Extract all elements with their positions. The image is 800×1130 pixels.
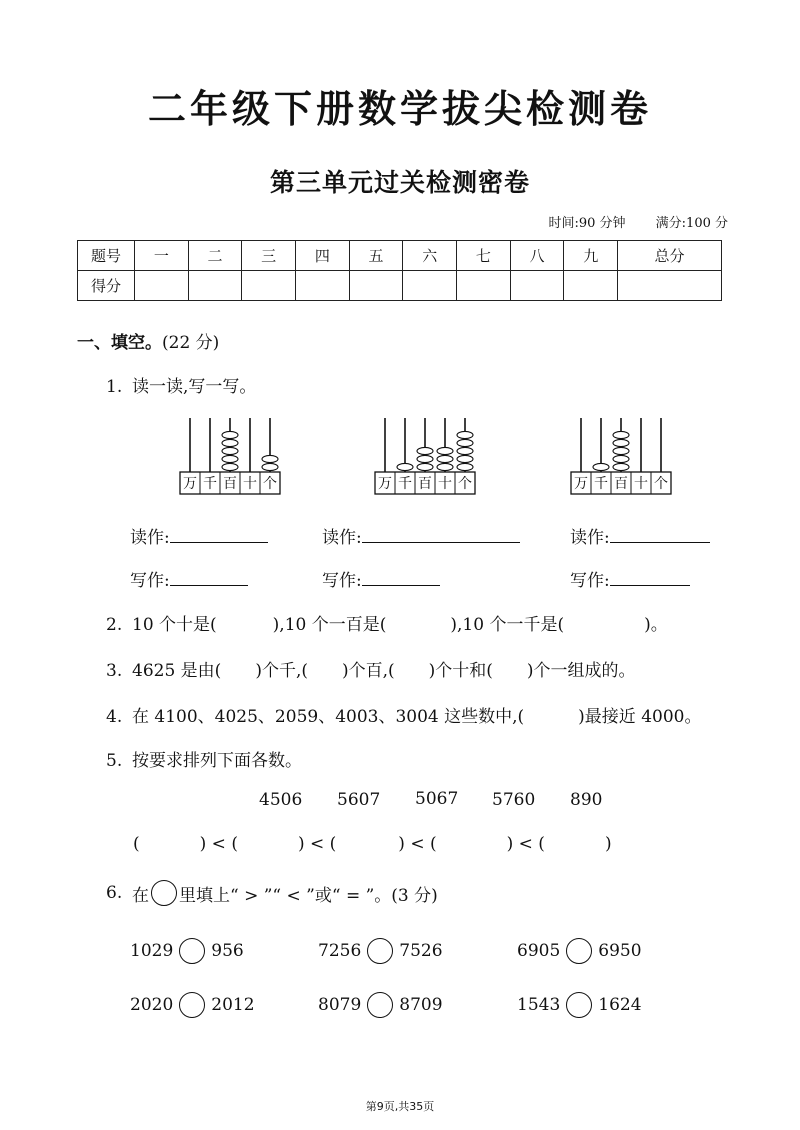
score-table-header-row	[78, 241, 722, 271]
read-answer-2	[322, 523, 520, 548]
question-number: 5.	[106, 751, 123, 771]
question-6	[106, 880, 438, 906]
compare-circle[interactable]	[179, 992, 205, 1018]
compare-circle[interactable]	[566, 938, 592, 964]
abacus-place-label: 千	[203, 476, 217, 492]
question-text: )个千,(	[255, 661, 308, 681]
write-label: 写作:	[322, 571, 362, 591]
score-cell: 三	[242, 241, 296, 271]
write-answer-2	[322, 566, 440, 591]
score-cell: 四	[296, 241, 350, 271]
abacus-bead	[397, 463, 413, 470]
question-5	[106, 746, 302, 771]
question-number: 3.	[106, 661, 123, 681]
number-item: 890	[570, 790, 603, 810]
compare-item-1	[130, 938, 244, 964]
read-label: 读作:	[130, 528, 170, 548]
number-item: 5067	[415, 789, 459, 809]
compare-left: 6905	[517, 941, 561, 961]
compare-left: 8079	[318, 995, 362, 1015]
page-title: 二年级下册数学拔尖检测卷	[147, 87, 652, 131]
abacus-bead	[613, 455, 629, 462]
score-input-cell[interactable]	[242, 271, 296, 301]
question-text: 在 4100、4025、2059、4003、3004 这些数中,(	[132, 707, 525, 727]
compare-right: 8709	[399, 995, 443, 1015]
answer-line[interactable]	[362, 528, 520, 543]
score-cell: 题号	[78, 241, 135, 271]
compare-circle[interactable]	[367, 938, 393, 964]
abacus-bead	[457, 431, 473, 438]
score-input-cell[interactable]	[564, 271, 618, 301]
compare-right: 6950	[598, 941, 642, 961]
read-label: 读作:	[322, 528, 362, 548]
question-text: )个百,(	[341, 661, 395, 681]
answer-line[interactable]	[170, 528, 268, 543]
score-cell: 八	[510, 241, 564, 271]
compare-item-6	[517, 992, 642, 1018]
abacus-2	[365, 412, 485, 500]
abacus-bead	[437, 455, 453, 462]
question-text: ),10 个一千是(	[450, 615, 565, 635]
compare-left: 2020	[130, 995, 174, 1015]
number-item: 4506	[259, 790, 303, 810]
question-number: 4.	[106, 707, 123, 727]
abacus-bead	[222, 439, 238, 446]
abacus-bead	[593, 463, 609, 470]
score-input-cell[interactable]	[457, 271, 511, 301]
read-answer-1	[130, 523, 268, 548]
question-4	[106, 702, 701, 727]
compare-right: 2012	[211, 995, 255, 1015]
question-text: 10 个十是(	[132, 615, 217, 635]
abacus-bead	[222, 431, 238, 438]
less-than-sep: ) < (	[398, 834, 437, 854]
question-text: 4625 是由(	[132, 661, 222, 681]
score-cell: 二	[188, 241, 242, 271]
abacus-bead	[457, 439, 473, 446]
abacus-place-label: 十	[243, 476, 257, 492]
abacus-bead	[613, 463, 629, 470]
abacus-place-label: 个	[458, 476, 472, 492]
score-cell: 六	[403, 241, 457, 271]
read-label: 读作:	[570, 528, 610, 548]
question-text: )最接近 4000。	[578, 707, 702, 727]
compare-right: 956	[211, 941, 244, 961]
abacus-bead	[457, 455, 473, 462]
abacus-place-label: 万	[574, 476, 588, 492]
compare-circle[interactable]	[367, 992, 393, 1018]
abacus-bead	[437, 447, 453, 454]
score-input-cell[interactable]	[510, 271, 564, 301]
question-number: 2.	[106, 615, 123, 635]
less-than-sep: ) < (	[199, 834, 238, 854]
compare-left: 1543	[517, 995, 561, 1015]
question-3	[106, 656, 636, 681]
less-than-sep: ) < (	[297, 834, 337, 854]
compare-left: 1029	[130, 941, 174, 961]
question-1	[106, 372, 256, 397]
write-answer-1	[130, 566, 248, 591]
time-limit: 时间:90 分钟	[548, 216, 626, 231]
write-label: 写作:	[570, 571, 610, 591]
question-2	[106, 610, 668, 635]
paren: (	[133, 834, 140, 854]
score-cell: 七	[457, 241, 511, 271]
abacus-bead	[613, 447, 629, 454]
ordering-row	[133, 834, 612, 854]
number-item: 5760	[492, 790, 536, 810]
full-score: 满分:100 分	[655, 216, 728, 231]
compare-circle[interactable]	[566, 992, 592, 1018]
abacus-bead	[222, 447, 238, 454]
abacus-bead	[417, 447, 433, 454]
section-title: 一、填空。	[77, 333, 162, 353]
abacus-place-label: 千	[398, 476, 412, 492]
less-than-sep: ) < (	[506, 834, 545, 854]
compare-right: 7526	[399, 941, 443, 961]
score-cell: 五	[349, 241, 403, 271]
score-input-cell[interactable]	[349, 271, 403, 301]
compare-left: 7256	[318, 941, 362, 961]
score-cell: 九	[564, 241, 618, 271]
compare-circle[interactable]	[179, 938, 205, 964]
abacus-place-label: 个	[263, 476, 277, 492]
question-text: )。	[644, 615, 668, 635]
score-cell: 一	[135, 241, 189, 271]
answer-line[interactable]	[170, 571, 248, 586]
abacus-place-label: 个	[654, 476, 668, 492]
page-subtitle: 第三单元过关检测密卷	[269, 168, 530, 197]
compare-item-2	[318, 938, 443, 964]
compare-item-5	[318, 992, 443, 1018]
abacus-bead	[457, 463, 473, 470]
abacus-bead	[262, 463, 278, 470]
question-text: 里填上“ > ”“ < ”或“ = ”。(3 分)	[179, 885, 438, 906]
number-item: 5607	[337, 790, 381, 810]
abacus-place-label: 百	[223, 476, 237, 492]
question-number: 6.	[106, 883, 123, 903]
score-cell: 总分	[618, 241, 722, 271]
abacus-place-label: 万	[183, 476, 197, 492]
question-number: 1.	[106, 377, 123, 397]
question-text: 按要求排列下面各数。	[132, 751, 302, 771]
compare-item-3	[517, 938, 642, 964]
abacus-bead	[417, 455, 433, 462]
section-heading	[77, 328, 219, 353]
abacus-bead	[457, 447, 473, 454]
abacus-3	[561, 412, 681, 500]
question-text: )个一组成的。	[526, 661, 636, 681]
score-input-cell[interactable]	[403, 271, 457, 301]
answer-line[interactable]	[610, 528, 710, 543]
exam-meta	[522, 212, 728, 231]
score-input-cell[interactable]	[188, 271, 242, 301]
abacus-place-label: 百	[418, 476, 432, 492]
circle-icon	[151, 880, 177, 906]
question-text: ),10 个一百是(	[272, 615, 387, 635]
write-label: 写作:	[130, 571, 170, 591]
score-input-cell[interactable]	[135, 271, 189, 301]
read-answer-3	[570, 523, 710, 548]
paren: )	[604, 834, 612, 854]
abacus-bead	[222, 463, 238, 470]
abacus-place-label: 十	[438, 476, 452, 492]
abacus-bead	[222, 455, 238, 462]
abacus-place-label: 千	[594, 476, 608, 492]
question-text: 读一读,写一写。	[132, 377, 257, 397]
abacus-1	[170, 412, 290, 500]
section-points: (22 分)	[162, 333, 220, 353]
score-input-cell[interactable]	[618, 271, 722, 301]
score-table-score-row	[78, 271, 722, 301]
question-text: 在	[132, 885, 149, 906]
score-table	[77, 240, 722, 301]
abacus-bead	[437, 463, 453, 470]
abacus-bead	[262, 455, 278, 462]
answer-line[interactable]	[362, 571, 440, 586]
abacus-bead	[613, 431, 629, 438]
page-footer: 第9页,共35页	[365, 1100, 435, 1113]
abacus-bead	[613, 439, 629, 446]
write-answer-3	[570, 566, 690, 591]
compare-right: 1624	[598, 995, 642, 1015]
compare-item-4	[130, 992, 255, 1018]
score-input-cell[interactable]	[296, 271, 350, 301]
question-text: )个十和(	[428, 661, 493, 681]
abacus-place-label: 万	[378, 476, 392, 492]
abacus-place-label: 百	[614, 476, 628, 492]
abacus-place-label: 十	[634, 476, 648, 492]
abacus-bead	[417, 463, 433, 470]
score-row-label: 得分	[78, 271, 135, 301]
answer-line[interactable]	[610, 571, 690, 586]
